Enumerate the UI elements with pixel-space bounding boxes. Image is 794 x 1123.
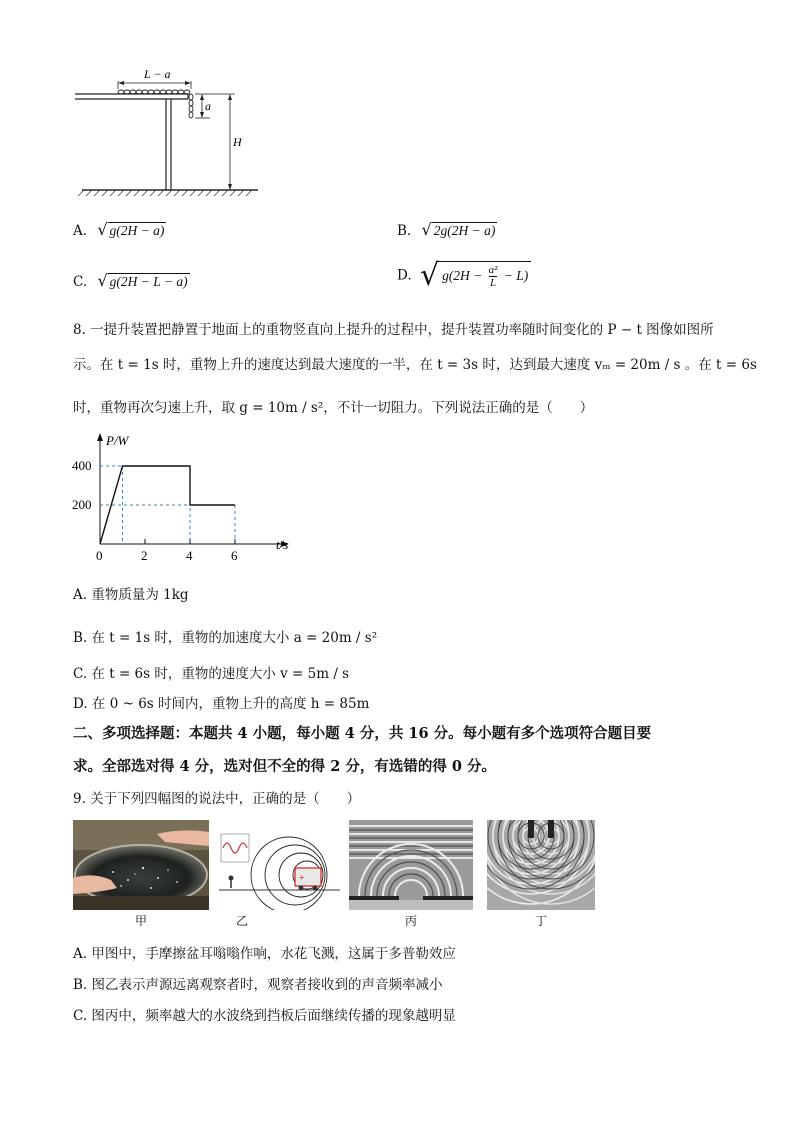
q7-figure <box>70 62 270 202</box>
y-tick-label: 200 <box>72 497 92 512</box>
q9-image-yi <box>217 820 342 910</box>
x-axis-label: t/s <box>276 537 289 552</box>
q9-caption-yi: 乙 <box>235 914 248 928</box>
q7-option-b-expr: 2g(2H − a) <box>433 223 496 238</box>
q8-stem-line1: 8. 一提升装置把静置于地面上的重物竖直向上提升的过程中，提升装置功率随时间变化的 P − t 图像如图所 <box>73 322 714 338</box>
q7-option-a: A. √ g(2H − a) <box>73 220 165 239</box>
svg-text:+: + <box>299 873 305 884</box>
y-axis-label: P/W <box>106 433 129 448</box>
q9-option-b: B. 图乙表示声源远离观察者时，观察者接收到的声音频率减小 <box>73 977 443 993</box>
q9-image-bing <box>349 820 473 910</box>
q7-option-c: C. √ g(2H − L − a) <box>73 271 188 290</box>
q9-caption-ding: 丁 <box>534 914 547 928</box>
q7-option-b: B. √ 2g(2H − a) <box>397 220 496 239</box>
x-tick-label: 4 <box>186 548 193 563</box>
q8-option-d: D. 在 0 ~ 6s 时间内，重物上升的高度 h = 85m <box>73 696 370 712</box>
q7-label-a: a <box>205 99 211 113</box>
section2-heading-line1: 二、多项选择题：本题共 4 小题，每小题 4 分，共 16 分。每小题有多个选项符合题目要 <box>73 725 652 742</box>
q7-label-H: H <box>233 135 242 149</box>
q7-option-d: D. √ g(2H − $\frac{\text{a²}}{L}$ − L) <box>397 258 531 293</box>
q7-label-top: L − a <box>144 67 171 81</box>
q8-stem-line2: 示。在 t = 1s 时，重物上升的速度达到最大速度的一半，在 t = 3s 时，达到最大速度 vₘ = 20m / s 。在 t = 6s <box>73 357 757 373</box>
y-axis-arrow <box>97 433 103 441</box>
section2-heading-line2: 求。全部选对得 4 分，选对但不全的得 2 分，有选错的得 0 分。 <box>73 758 497 775</box>
y-tick-label: 400 <box>72 458 92 473</box>
q9-option-a: A. 甲图中，手摩擦盆耳嗡嗡作响，水花飞溅，这属于多普勒效应 <box>73 946 456 962</box>
x-tick-label: 2 <box>141 548 148 563</box>
x-tick-label: 0 <box>96 548 103 563</box>
q9-image-jia <box>73 820 209 910</box>
q8-option-a: A. 重物质量为 1kg <box>73 587 189 603</box>
q9-caption-jia: 甲 <box>134 914 147 928</box>
q7-option-c-expr: g(2H − L − a) <box>109 274 188 289</box>
q9-image-ding <box>487 820 595 910</box>
q8-option-c: C. 在 t = 6s 时，重物的速度大小 v = 5m / s <box>73 666 350 682</box>
x-tick-label: 6 <box>231 548 238 563</box>
q8-option-b: B. 在 t = 1s 时，重物的加速度大小 a = 20m / s² <box>73 630 378 646</box>
q9-stem: 9. 关于下列四幅图的说法中，正确的是（ ） <box>73 791 361 807</box>
q8-pt-chart <box>60 425 310 565</box>
q8-stem-line3: 时，重物再次匀速上升，取 g = 10m / s²，不计一切阻力。下列说法正确的是（ ） <box>73 400 594 416</box>
q9-caption-bing: 丙 <box>404 914 417 928</box>
q7-option-a-expr: g(2H − a) <box>109 223 165 238</box>
q9-option-c: C. 图丙中，频率越大的水波绕到挡板后面继续传播的现象越明显 <box>73 1008 456 1024</box>
